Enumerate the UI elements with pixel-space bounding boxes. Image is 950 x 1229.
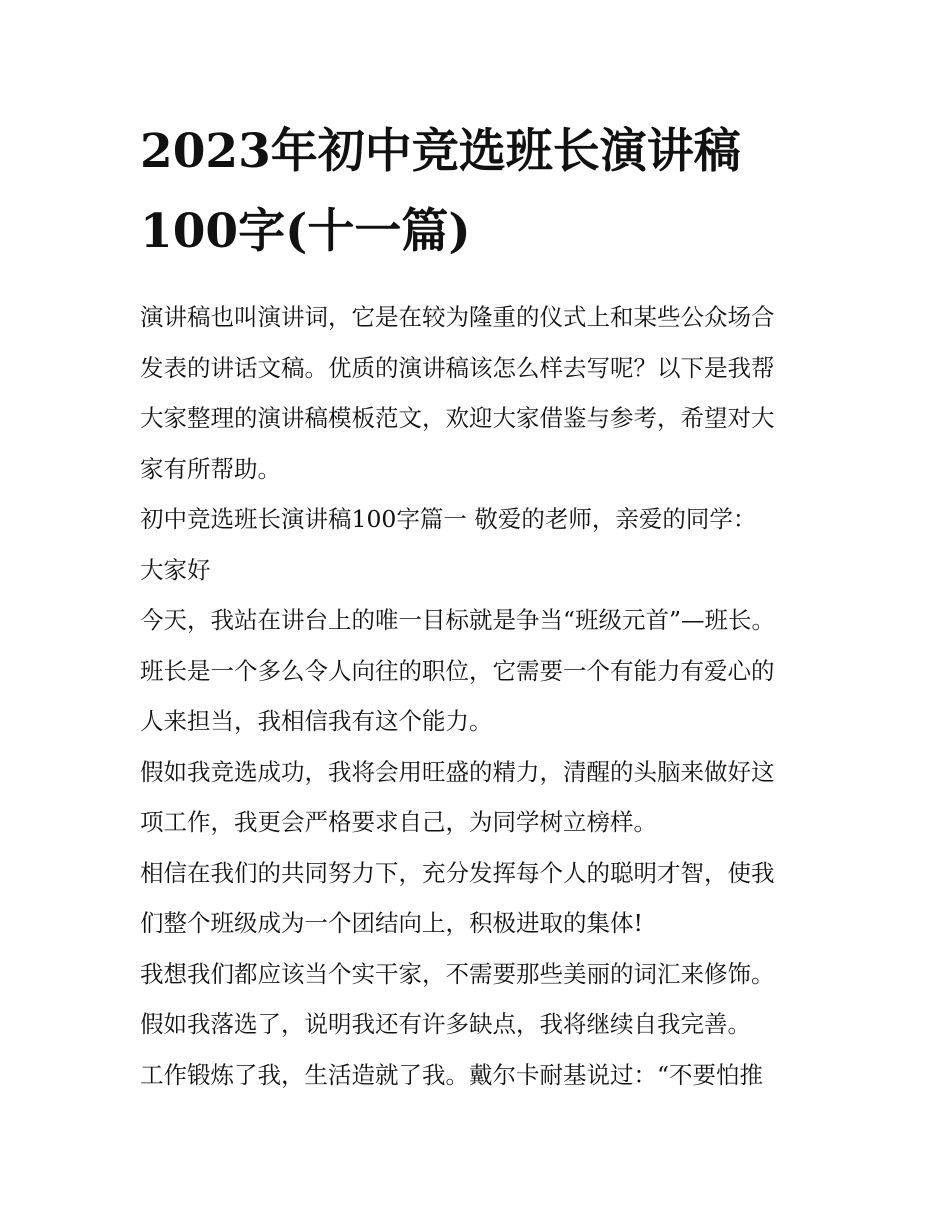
paragraph-section-heading [140,494,820,545]
paragraph [140,999,820,1050]
text-line: 人来担当，我相信我有这个能力。 [140,707,493,735]
paragraph-intro [140,292,820,494]
paragraph-greeting [140,545,820,596]
document-title [140,112,820,272]
document-content [140,112,820,1100]
paragraph [140,848,820,949]
paragraph [140,1050,820,1101]
document-body [140,292,820,1100]
text-line: 家有所帮助。 [140,454,281,483]
text-line: 班长是一个多么令人向往的职位，它需要一个有能力有爱心的 [140,656,775,685]
text-line: 项工作，我更会严格要求自己，为同学树立榜样。 [140,808,657,836]
text-line: 相信在我们的共同努力下，充分发挥每个人的聪明才智，使我 [140,858,775,887]
text-line: 们整个班级成为一个团结向上，积极进取的集体! [140,909,643,937]
text-line: 假如我竞选成功，我将会用旺盛的精力，清醒的头脑来做好这 [140,757,775,786]
text-line: 今天，我站在讲台上的唯一目标就是争当“班级元首”—班长。 [140,606,776,634]
paragraph [140,949,820,1000]
text-line: 演讲稿也叫演讲词，它是在较为隆重的仪式上和某些公众场合 [140,303,775,331]
paragraph [140,747,820,848]
paragraph [140,595,820,747]
text-line: 初中竞选班长演讲稿100字篇一 敬爱的老师，亲爱的同学： [140,505,757,533]
title-line: 100字(十一篇) [140,204,471,259]
text-line: 发表的讲话文稿。优质的演讲稿该怎么样去写呢？以下是我帮 [140,353,775,382]
text-line: 大家整理的演讲稿模板范文，欢迎大家借鉴与参考，希望对大 [140,404,775,432]
text-line: 假如我落选了，说明我还有许多缺点，我将继续自我完善。 [140,1010,751,1038]
title-line: 2023年初中竞选班长演讲稿 [140,124,741,179]
text-line: 大家好 [140,555,211,584]
text-line: 工作锻炼了我，生活造就了我。戴尔卡耐基说过：“不要怕推 [140,1060,764,1089]
text-line: 我想我们都应该当个实干家，不需要那些美丽的词汇来修饰。 [140,959,775,988]
